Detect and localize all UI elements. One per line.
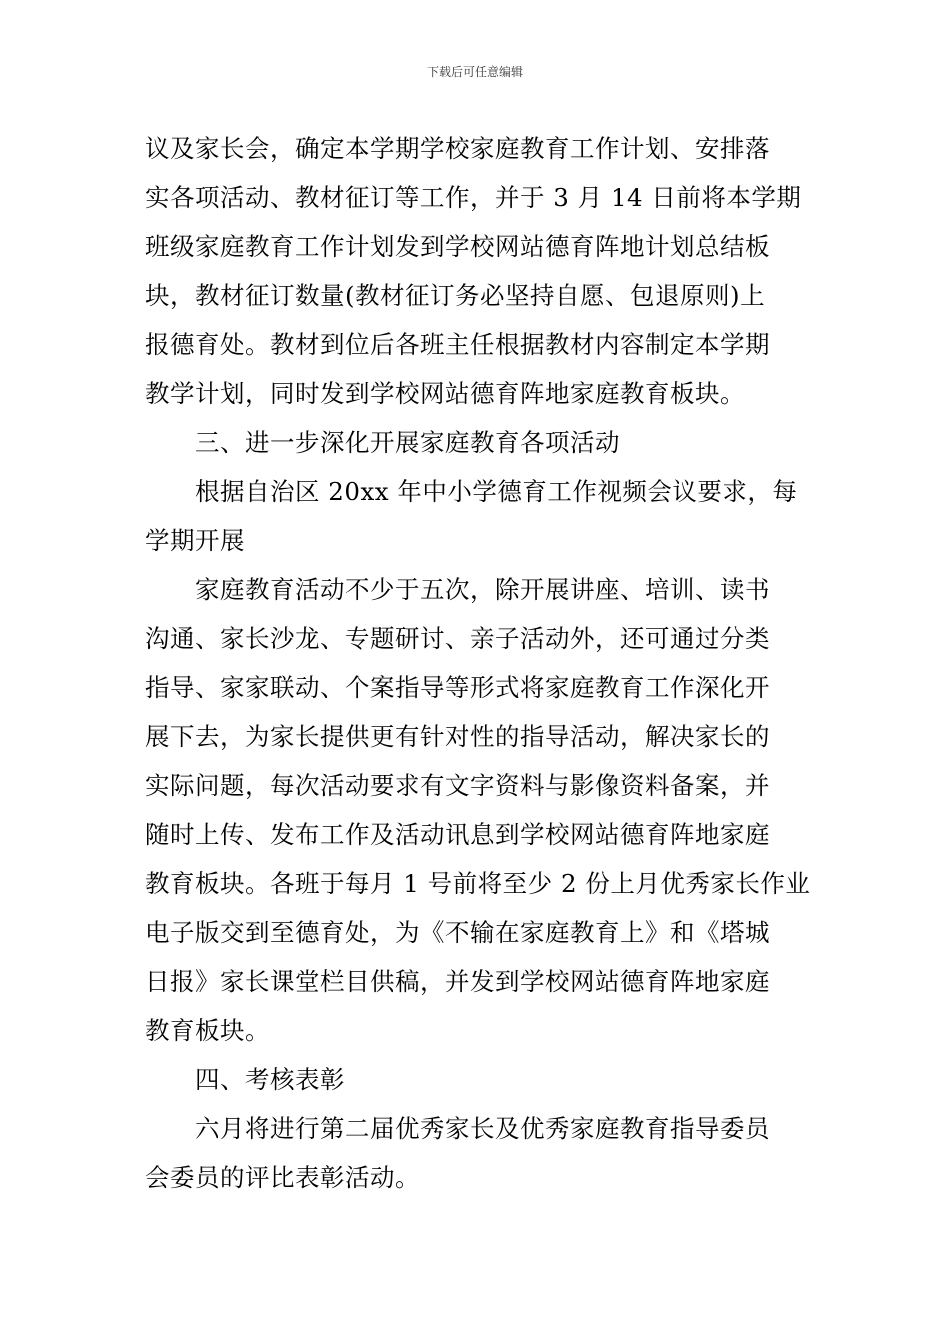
text-line: 块，教材征订数量(教材征订务必坚持自愿、包退原则)上 — [145, 281, 766, 310]
text-line: 报德育处。教材到位后各班主任根据教材内容制定本学期 — [145, 330, 770, 359]
text-line: 会委员的评比表彰活动。 — [145, 1163, 420, 1192]
text-line: 议及家长会，确定本学期学校家庭教育工作计划、安排落 — [145, 134, 770, 163]
text-line: 教育板块。各班于每月 1 号前将至少 2 份上月优秀家长作业 — [145, 869, 811, 898]
text-line: 随时上传、发布工作及活动讯息到学校网站德育阵地家庭 — [145, 820, 770, 849]
section-heading: 四、考核表彰 — [195, 1065, 345, 1094]
text-line: 教学计划，同时发到学校网站德育阵地家庭教育板块。 — [145, 379, 745, 408]
text-line: 班级家庭教育工作计划发到学校网站德育阵地计划总结板 — [145, 232, 770, 261]
text-line: 电子版交到至德育处，为《不输在家庭教育上》和《塔城 — [145, 918, 770, 947]
text-line: 沟通、家长沙龙、专题研讨、亲子活动外，还可通过分类 — [145, 624, 770, 653]
text-line: 学期开展 — [145, 526, 245, 555]
text-line: 家庭教育活动不少于五次，除开展讲座、培训、读书 — [195, 575, 770, 604]
text-line: 实各项活动、教材征订等工作，并于 3 月 14 日前将本学期 — [145, 183, 802, 212]
section-heading: 三、进一步深化开展家庭教育各项活动 — [195, 428, 620, 457]
document-body — [145, 124, 810, 1202]
text-line: 日报》家长课堂栏目供稿，并发到学校网站德育阵地家庭 — [145, 967, 770, 996]
text-line: 根据自治区 20xx 年中小学德育工作视频会议要求，每 — [195, 477, 798, 506]
text-line: 指导、家家联动、个案指导等形式将家庭教育工作深化开 — [145, 673, 770, 702]
text-line: 教育板块。 — [145, 1016, 270, 1045]
text-line: 展下去，为家长提供更有针对性的指导活动，解决家长的 — [145, 722, 770, 751]
text-line: 六月将进行第二届优秀家长及优秀家庭教育指导委员 — [195, 1114, 770, 1143]
text-line: 实际问题，每次活动要求有文字资料与影像资料备案，并 — [145, 771, 770, 800]
header-note: 下载后可任意编辑 — [426, 65, 523, 79]
